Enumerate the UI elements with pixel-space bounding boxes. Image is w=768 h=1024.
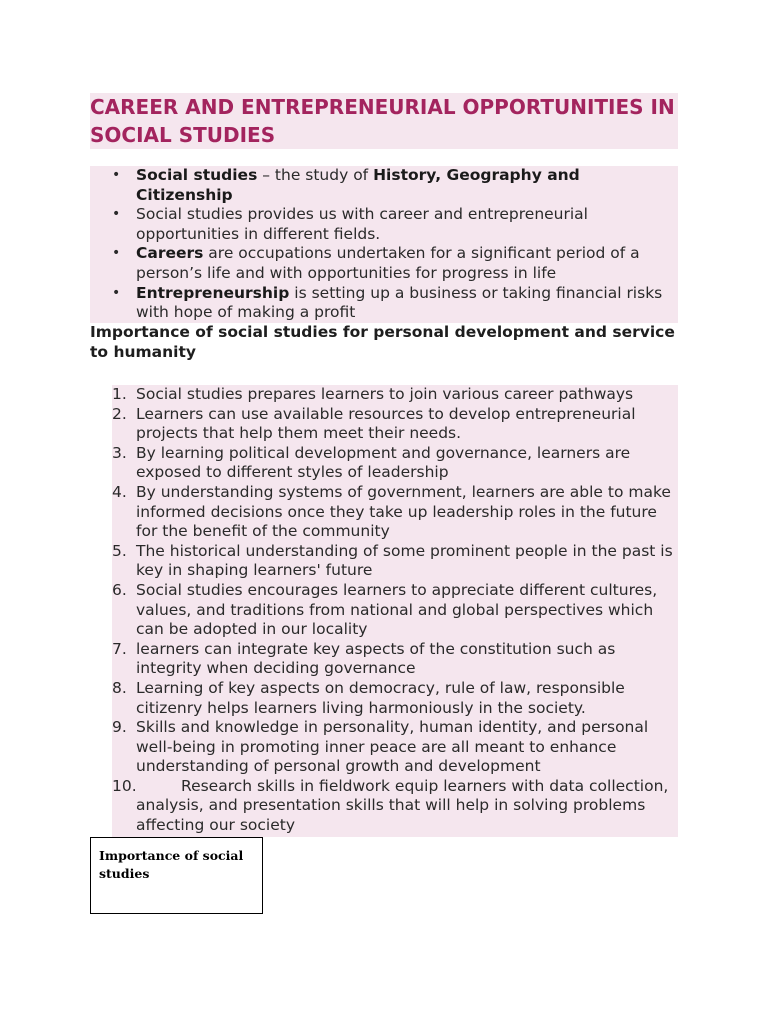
- list-item: [112, 405, 678, 444]
- list-number: 5.: [112, 541, 127, 560]
- list-item: [112, 542, 678, 581]
- importance-list: [112, 385, 678, 836]
- bullet-icon: •: [112, 245, 121, 262]
- list-item: [112, 640, 678, 679]
- list-item: [112, 679, 678, 718]
- list-text: Research skills in fieldwork equip learners with data collection, analysis, and presentation skills that will help in solving problems affecting our society: [136, 776, 669, 835]
- text-box: [90, 837, 263, 914]
- list-text: By learning political development and governance, learners are exposed to different styles of leadership: [136, 443, 631, 482]
- definitions-block: [90, 166, 678, 323]
- list-text: learners can integrate key aspects of the constitution such as integrity when deciding governance: [136, 639, 616, 678]
- definition-text: – the study of: [257, 166, 374, 184]
- list-text: Learners can use available resources to develop entrepreneurial projects that help them meet their needs.: [136, 404, 636, 443]
- term-bold: Social studies: [136, 166, 258, 184]
- list-item: [90, 244, 678, 283]
- list-text: Learning of key aspects on democracy, rule of law, responsible citizenry helps learners living harmoniously in the society.: [136, 678, 625, 717]
- definition-text: is setting up a business or taking financial risks with hope of making a profit: [136, 283, 663, 322]
- text-box-label: Importance of social studies: [99, 848, 244, 881]
- bullet-icon: •: [112, 167, 121, 183]
- list-number: 8.: [112, 678, 127, 697]
- list-number: 1.: [112, 385, 127, 403]
- list-text: Social studies encourages learners to appreciate different cultures, values, and traditions from national and global perspectives which can be adopted in our locality: [136, 580, 658, 639]
- term-bold: Careers: [136, 244, 204, 263]
- definitions-list: [90, 166, 678, 323]
- list-item: [112, 444, 678, 483]
- list-number: 6.: [112, 580, 127, 599]
- list-item: [112, 777, 678, 836]
- list-text: Social studies prepares learners to join various career pathways: [136, 385, 634, 403]
- list-number: 3.: [112, 443, 127, 462]
- list-item: [112, 385, 678, 405]
- definition-text: are occupations undertaken for a significant period of a person’s life and with opportunities for progress in life: [136, 244, 640, 282]
- list-item: [112, 718, 678, 777]
- list-item: [112, 483, 678, 542]
- definition-text: Social studies provides us with career and entrepreneurial opportunities in different fields.: [136, 205, 588, 243]
- list-item: [90, 166, 678, 205]
- page-title: CAREER AND ENTREPRENEURIAL OPPORTUNITIES IN SOCIAL STUDIES: [90, 95, 675, 147]
- list-item: [90, 205, 678, 244]
- list-text: Skills and knowledge in personality, human identity, and personal well-being in promoting inner peace are all meant to enhance understanding of personal growth and development: [136, 718, 649, 776]
- list-number: 7.: [112, 639, 127, 658]
- bullet-icon: •: [112, 206, 121, 223]
- list-item: [112, 581, 678, 640]
- term-bold: History, Geography and Citizenship: [136, 166, 580, 204]
- title-block: [90, 93, 678, 149]
- list-number: 4.: [112, 482, 127, 501]
- list-item: [90, 284, 678, 323]
- section-heading: Importance of social studies for personal development and service to humanity: [90, 323, 675, 361]
- list-number: 9.: [112, 718, 127, 737]
- list-number: 10.: [112, 776, 137, 795]
- importance-block: [112, 385, 678, 837]
- bullet-icon: •: [112, 284, 121, 301]
- list-text: The historical understanding of some prominent people in the past is key in shaping learners' future: [136, 541, 673, 580]
- term-bold: Entrepreneurship: [136, 283, 290, 302]
- list-number: 2.: [112, 404, 127, 423]
- list-text: By understanding systems of government, learners are able to make informed decisions once they take up leadership roles in the future for the benefit of the community: [136, 482, 671, 541]
